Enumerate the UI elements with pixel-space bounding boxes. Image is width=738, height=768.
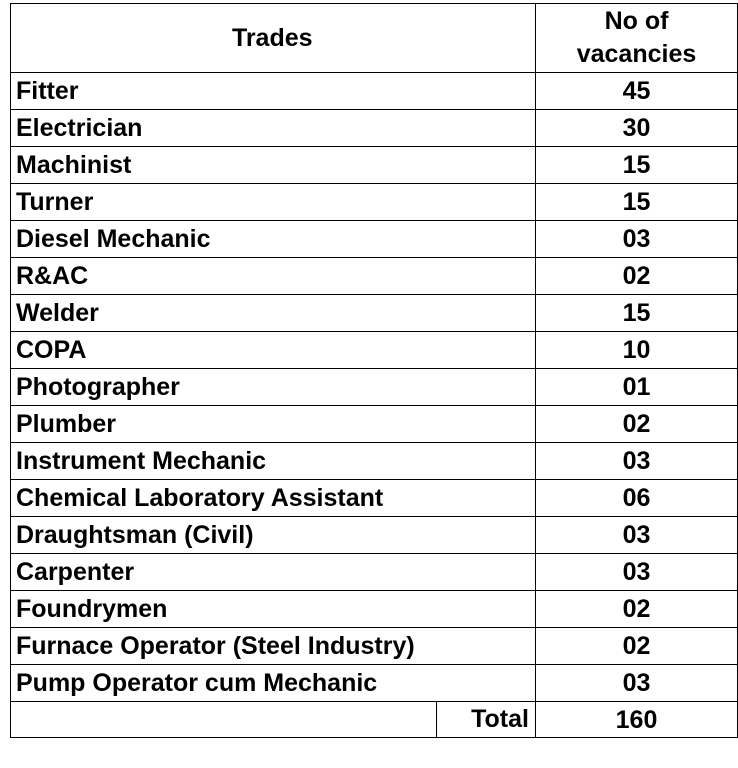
trade-name-cell: Instrument Mechanic [11, 443, 536, 480]
table-row [11, 332, 738, 369]
total-row [11, 702, 738, 738]
table-row [11, 369, 738, 406]
total-value: 160 [536, 702, 738, 738]
vacancy-count-cell: 02 [536, 406, 738, 443]
table-body [11, 73, 738, 702]
header-spacer-cell [520, 4, 536, 73]
vacancy-count-cell: 10 [536, 332, 738, 369]
table-header-row [11, 4, 738, 73]
vacancies-header-line1: No of [604, 7, 669, 35]
vacancy-count-cell: 15 [536, 295, 738, 332]
table-row [11, 517, 738, 554]
table-row [11, 665, 738, 702]
trade-name-cell: Plumber [11, 406, 536, 443]
trade-name-cell: Foundrymen [11, 591, 536, 628]
table-row [11, 480, 738, 517]
table-row [11, 221, 738, 258]
table-row [11, 295, 738, 332]
table-row [11, 258, 738, 295]
vacancy-count-cell: 03 [536, 665, 738, 702]
vacancy-count-cell: 03 [536, 517, 738, 554]
table-row [11, 554, 738, 591]
vacancy-count-cell: 06 [536, 480, 738, 517]
vacancy-count-cell: 01 [536, 369, 738, 406]
trade-name-cell: Turner [11, 184, 536, 221]
table-row [11, 591, 738, 628]
vacancy-count-cell: 03 [536, 221, 738, 258]
vacancy-count-cell: 03 [536, 554, 738, 591]
trade-name-cell: Diesel Mechanic [11, 221, 536, 258]
trade-name-cell: Furnace Operator (Steel Industry) [11, 628, 536, 665]
trade-name-cell: COPA [11, 332, 536, 369]
vacancy-count-cell: 02 [536, 591, 738, 628]
trade-name-cell: Machinist [11, 147, 536, 184]
vacancies-table [10, 3, 738, 738]
table-row [11, 110, 738, 147]
vacancies-header-line2: vacancies [576, 40, 697, 68]
total-label-box: Total [436, 702, 535, 737]
table-row [11, 628, 738, 665]
vacancy-count-cell: 03 [536, 443, 738, 480]
total-blank-cell [11, 702, 536, 738]
vacancy-count-cell: 30 [536, 110, 738, 147]
table-row [11, 406, 738, 443]
trade-name-cell: Welder [11, 295, 536, 332]
table-row [11, 147, 738, 184]
trade-name-cell: Photographer [11, 369, 536, 406]
vacancies-column-header [536, 4, 738, 73]
trade-name-cell: Draughtsman (Civil) [11, 517, 536, 554]
vacancy-count-cell: 15 [536, 147, 738, 184]
vacancy-count-cell: 15 [536, 184, 738, 221]
trade-name-cell: Chemical Laboratory Assistant [11, 480, 536, 517]
trades-column-header: Trades [11, 4, 520, 73]
table-row [11, 184, 738, 221]
trade-name-cell: Pump Operator cum Mechanic [11, 665, 536, 702]
vacancy-count-cell: 02 [536, 258, 738, 295]
table-row [11, 73, 738, 110]
trade-name-cell: R&AC [11, 258, 536, 295]
trade-name-cell: Fitter [11, 73, 536, 110]
trade-name-cell: Carpenter [11, 554, 536, 591]
vacancy-count-cell: 45 [536, 73, 738, 110]
vacancy-count-cell: 02 [536, 628, 738, 665]
trade-name-cell: Electrician [11, 110, 536, 147]
table-row [11, 443, 738, 480]
